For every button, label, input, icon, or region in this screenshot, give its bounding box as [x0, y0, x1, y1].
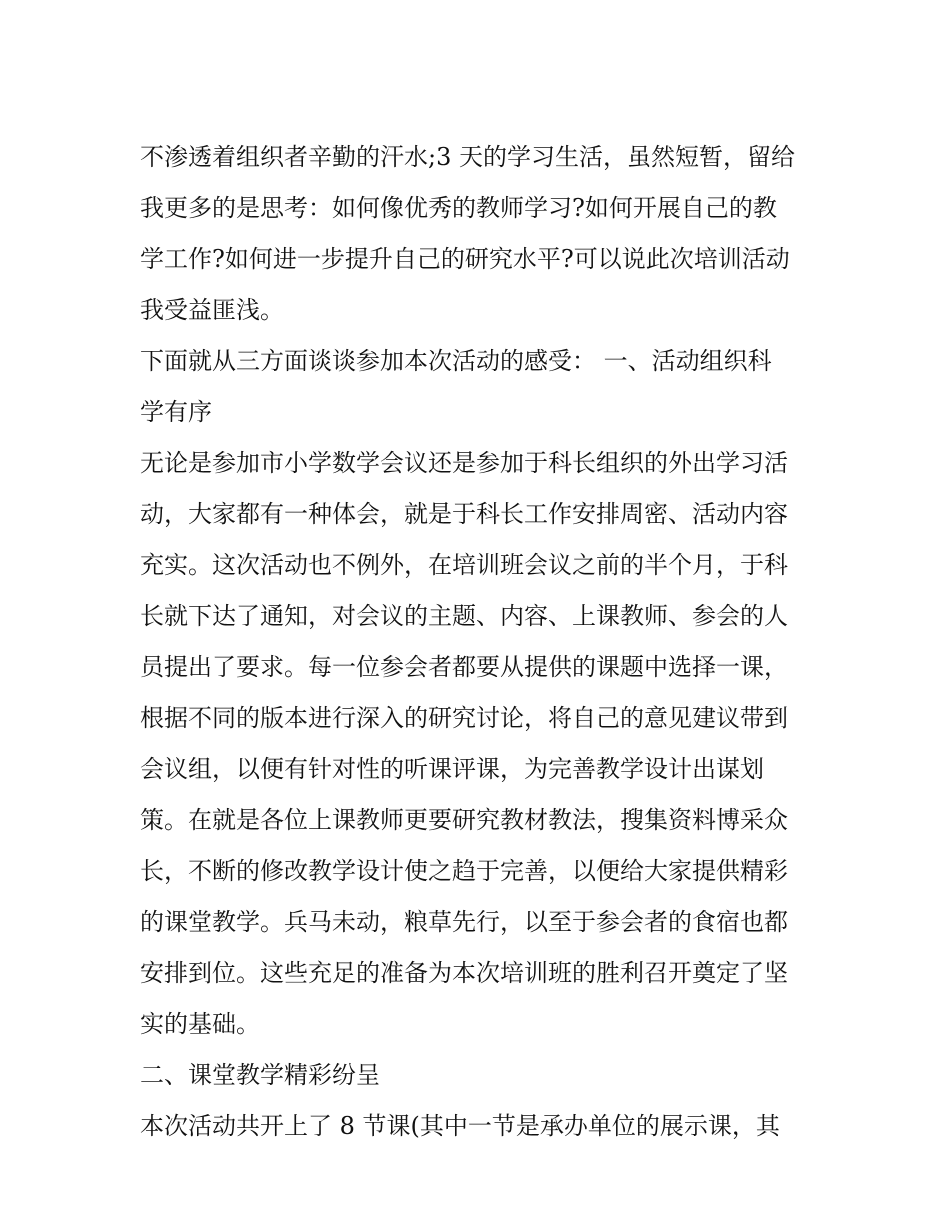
text-line: 动，大家都有一种体会，就是于科长工作安排周密、活动内容 [140, 500, 788, 528]
text-line: 策。在就是各位上课教师更要研究教材教法，搜集资料博采众 [140, 806, 788, 834]
text-line: 安排到位。这些充足的准备为本次培训班的胜利召开奠定了坚 [140, 959, 788, 987]
text-line: 会议组，以便有针对性的听课评课，为完善教学设计出谋划 [140, 755, 764, 783]
text-line: 充实。这次活动也不例外，在培训班会议之前的半个月，于科 [140, 551, 788, 579]
text-line: 不渗透着组织者辛勤的汗水;3 天的学习生活，虽然短暂，留给 [140, 143, 795, 171]
text-line: 我更多的是思考：如何像优秀的教师学习?如何开展自己的教 [140, 194, 777, 222]
text-line: 我受益匪浅。 [140, 296, 284, 324]
text-line: 长，不断的修改教学设计使之趋于完善，以便给大家提供精彩 [140, 857, 788, 885]
text-line: 学有序 [140, 398, 212, 426]
text-line: 员提出了要求。每一位参会者都要从提供的课题中选择一课， [140, 653, 788, 681]
text-line: 根据不同的版本进行深入的研究讨论，将自己的意见建议带到 [140, 704, 788, 732]
text-line: 学工作?如何进一步提升自己的研究水平?可以说此次培训活动 [140, 245, 790, 273]
text-line: 实的基础。 [140, 1010, 260, 1038]
text-line: 下面就从三方面谈谈参加本次活动的感受： 一、活动组织科 [140, 347, 772, 375]
section-heading: 二、课堂教学精彩纷呈 [140, 1061, 380, 1089]
text-line: 长就下达了通知，对会议的主题、内容、上课教师、参会的人 [140, 602, 788, 630]
document-page [140, 132, 820, 1152]
text-line: 的课堂教学。兵马未动，粮草先行，以至于参会者的食宿也都 [140, 908, 788, 936]
text-line: 本次活动共开上了 8 节课(其中一节是承办单位的展示课，其 [140, 1112, 780, 1140]
text-line: 无论是参加市小学数学会议还是参加于科长组织的外出学习活 [140, 449, 788, 477]
